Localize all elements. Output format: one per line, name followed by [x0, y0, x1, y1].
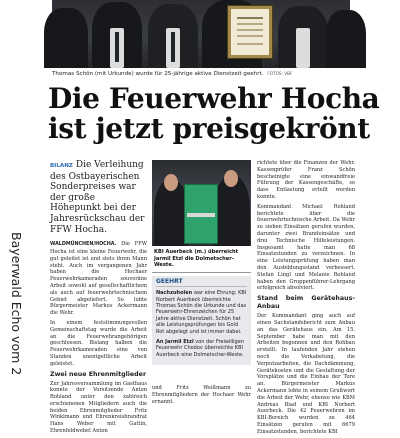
person-head [224, 170, 238, 187]
award-photo [152, 160, 251, 246]
right-column [257, 160, 355, 438]
certificate-frame [228, 6, 272, 58]
lead-paragraph [50, 160, 147, 235]
info-box-entry [156, 290, 247, 335]
shirt-shape [296, 28, 310, 68]
entry-text: war eine Ehrung: KBI Norbert Auerbeck überreichte Thomas Schön die Urkunde und das Feuerwehr-Ehrenzeichen für 25 Jahre aktive Dienstzeit. Schön hat alle Leistungsprüfungen bis Gold Rot abgelegt und ist immer dabei. [156, 290, 247, 335]
body-paragraph: In einem feststimmungsvollen Gemeinschaftstag wurde die Arbeit an die Feuerwehrangehörigen geschlossen. Bislang halben die Feuerwehrkameraden eine von Standen unentgeltliche Arbeit geleistet. [50, 319, 147, 367]
section-subhead: Zwei neue Ehrenmitglieder [50, 370, 147, 378]
photo-caption: KBI Auerbeck (m.) überreicht Jarmil Etzl die Dolmetscher-Weste. [152, 246, 251, 273]
photo-credit: FOTOS: VBF [267, 71, 293, 76]
body-paragraph [50, 241, 147, 317]
info-box-title: GEEHRT [156, 279, 247, 287]
person-silhouette [326, 10, 366, 68]
article-headline [48, 82, 380, 145]
headline-line-1: Die Feuerwehr Hocha [48, 82, 380, 115]
headline-line-2: ist jetzt preisgekrönt [48, 112, 370, 145]
vest-shape [184, 184, 218, 244]
header-photo [52, 0, 350, 68]
entry-text: von der Freiwilligen Feuerwehr Chodov überreichte KBI Auerbeck eine Dolmetscher-Weste. [156, 339, 244, 358]
entry-name: Nachzuholen [156, 290, 193, 297]
dateline: WALDMÜNCHEN/HOCHA. [50, 242, 117, 248]
info-box [152, 276, 251, 365]
body-paragraph: Zur Jahresversammlung im Gasthaus konnte der Vorsitzende Anton Rohland unter den zahlreich erschienenen Mitgliedern auch die beiden Ehrenmitglieder Fritz Winklmann und Ehrenkreisbrandrat Hans Weber mit Gattin, Ehrenfeldwebel Anton [50, 380, 147, 435]
lead-kicker: BILANZ [50, 163, 73, 169]
body-paragraph: Kommandant Michael Rohland berichtete über die feuerwehrtechnische Arbeit. Da Wehr zu sieben Einsätzen gerufen wurden, darunter zwei Brandeinsätze und drei Technische Hilfeleistungen. Insgesamt hatte man 68 Einsatzstunden zu verzeichnen. In eine Leistungsprüfung haben man den Ausbildungsstand verbessert. Stefan Lingl und Melanie Rohland haben den Gruppenführer-Lehrgang erfolgreich absolviert. [257, 203, 355, 292]
person-head [164, 174, 178, 191]
entry-name: An Jarmil Etzl [156, 339, 194, 346]
body-paragraph: richtete über die Finanzen der Wehr. Kassenprüfer Franz Schön bescheinigte eine einwandfreie Führung der Kassengeschäfte, so dass Entlastung erteilt werden konnte. [257, 160, 355, 200]
tie-shape [115, 32, 119, 62]
section-subhead: Stand beim Gerätehaus-Anbau [257, 295, 355, 311]
source-label: Bayerwald Echo vom 2 [9, 232, 24, 376]
info-box-entry [156, 339, 247, 358]
person-silhouette [44, 8, 88, 68]
left-column [50, 160, 147, 438]
body-paragraph: Der Kommandant ging auch auf einen Sachstandsbericht zum Anbau an das Gerätehaus ein. Am 15. September habe man mit den Arbeiten begonnen und den Rohbau erstellt. In laufenden Jahr stehen noch die Verkabelung, die Verputzarbeiten, die Dachdämmung, Gerätekosten und die Gestaltung der Vorsplätze und die Einbau der Tore an. Bürgermeister Markus Ackermann lobte in seinem Grußwort die Arbeit der Wehr, ebenso wie KBM Andreas Biad und KBI Norbert Auerbeck. Die 42 Feuerwehren im KBI-Bereich wurden zu 464 Einsätzen gerufen mit 6679 Einsatzstunden, berichtete KBI [257, 313, 355, 435]
lead-text: Die Verleihung des Ostbayerischen Sonderpreises war der große Höhepunkt bei der Jahresrückschau der FFW Hocha. [50, 160, 145, 235]
body-paragraph-continuation: und Fritz Weißmann zu Ehrenmitgliedern der Hochaer Wehr ernannt. [152, 385, 251, 405]
paragraph-text: Die FFW Hocha ist eine kleine Feuerwehr, die gut geleitet ist und stets ihren Mann steht. Auch im vergangenen Jahr haben die Hochaer Feuerwehrkameraden souveräne Arbeit sowohl auf gesellschaftlichem als auch auf feuerwehrtechnischem Gebiet abgeliefert. So lobte Bürgermeister Markus Ackermann die Wehr. [50, 241, 147, 317]
middle-column [152, 160, 251, 365]
photo-caption [52, 70, 352, 78]
photo-caption-text: Thomas Schön (mit Urkunde) wurde für 25-jährige aktive Dienstzeit geehrt. [52, 71, 264, 77]
tie-shape [171, 32, 175, 62]
